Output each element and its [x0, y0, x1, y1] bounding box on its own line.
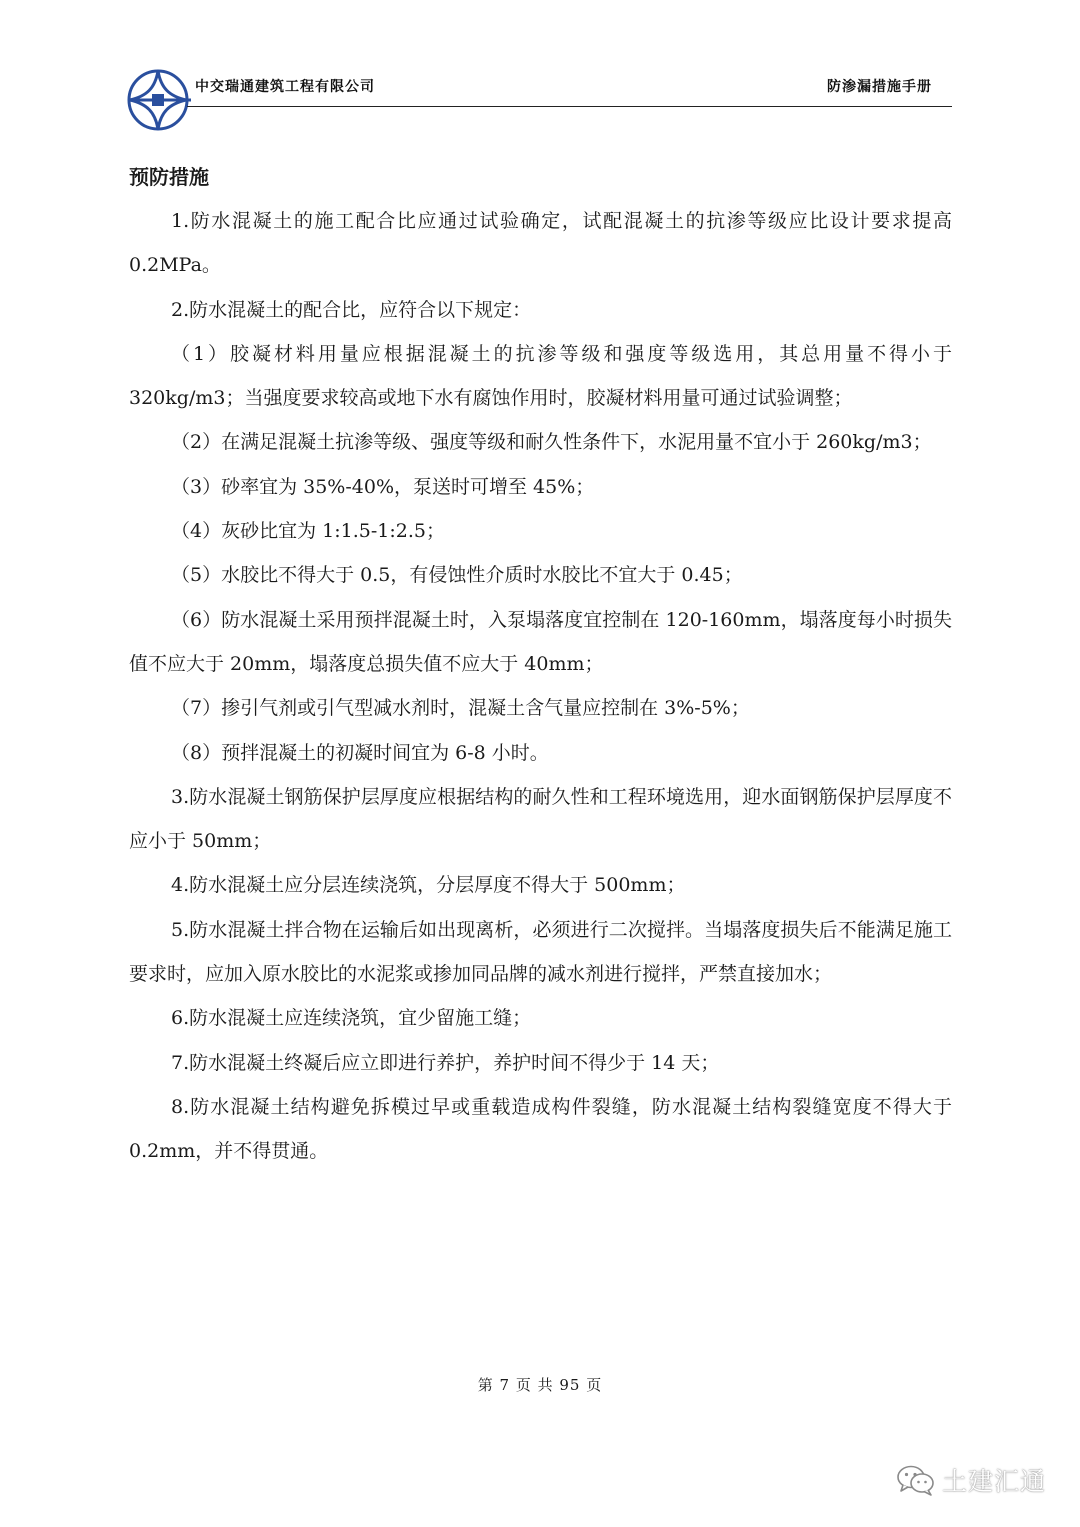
paragraph: 4.防水混凝土应分层连续浇筑，分层厚度不得大于 500mm；: [171, 874, 686, 897]
page-number: 第 7 页 共 95 页: [477, 1376, 603, 1394]
manual-title: 防渗漏措施手册: [827, 79, 932, 95]
paragraph: 6.防水混凝土应连续浇筑，宜少留施工缝；: [171, 1007, 532, 1030]
page-header: [125, 66, 952, 136]
paragraph: 3.防水混凝土钢筋保护层厚度应根据结构的耐久性和工程环境选用，迎水面钢筋保护层厚度不应小于 50mm；: [129, 785, 952, 853]
header-rule: [187, 106, 952, 107]
paragraph: （4）灰砂比宜为 1:1.5-1:2.5；: [171, 520, 445, 543]
paragraph: （7）掺引气剂或引气型减水剂时，混凝土含气量应控制在 3%-5%；: [171, 697, 750, 720]
paragraph: （6）防水混凝土采用预拌混凝土时，入泵塌落度宜控制在 120-160mm，塌落度每小时损失值不应大于 20mm，塌落度总损失值不应大于 40mm；: [129, 608, 952, 675]
paragraph: 7.防水混凝土终凝后应立即进行养护，养护时间不得少于 14 天；: [171, 1051, 720, 1074]
paragraph: （5）水胶比不得大于 0.5，有侵蚀性介质时水胶比不宜大于 0.45；: [171, 564, 743, 587]
paragraph: 1.防水混凝土的施工配合比应通过试验确定，试配混凝土的抗渗等级应比设计要求提高 0.2MPa。: [129, 210, 952, 277]
wechat-icon: [896, 1463, 936, 1497]
paragraph: （3）砂率宜为 35%-40%，泵送时可增至 45%；: [171, 475, 595, 498]
paragraph: （1）胶凝材料用量应根据混凝土的抗渗等级和强度等级选用，其总用量不得小于 320kg/m3；当强度要求较高或地下水有腐蚀作用时，胶凝材料用量可通过试验调整；: [129, 342, 952, 410]
paragraph: （2）在满足混凝土抗渗等级、强度等级和耐久性条件下，水泥用量不宜小于 260kg/m3；: [171, 431, 932, 454]
company-logo-icon: [125, 66, 191, 134]
paragraph: （8）预拌混凝土的初凝时间宜为 6-8 小时。: [171, 741, 549, 764]
company-name: 中交瑞通建筑工程有限公司: [195, 79, 375, 95]
watermark-text: 土建汇通: [941, 1467, 1046, 1496]
section-title: 预防措施: [129, 165, 209, 189]
paragraph: 2.防水混凝土的配合比，应符合以下规定：: [171, 298, 532, 321]
document-body: [129, 199, 952, 1174]
paragraph: 8.防水混凝土结构避免拆模过早或重载造成构件裂缝，防水混凝土结构裂缝宽度不得大于 0.2mm，并不得贯通。: [129, 1095, 952, 1163]
watermark: [896, 1458, 1046, 1502]
paragraph: 5.防水混凝土拌合物在运输后如出现离析，必须进行二次搅拌。当塌落度损失后不能满足施工要求时，应加入原水胶比的水泥浆或掺加同品牌的减水剂进行搅拌，严禁直接加水；: [129, 918, 952, 986]
